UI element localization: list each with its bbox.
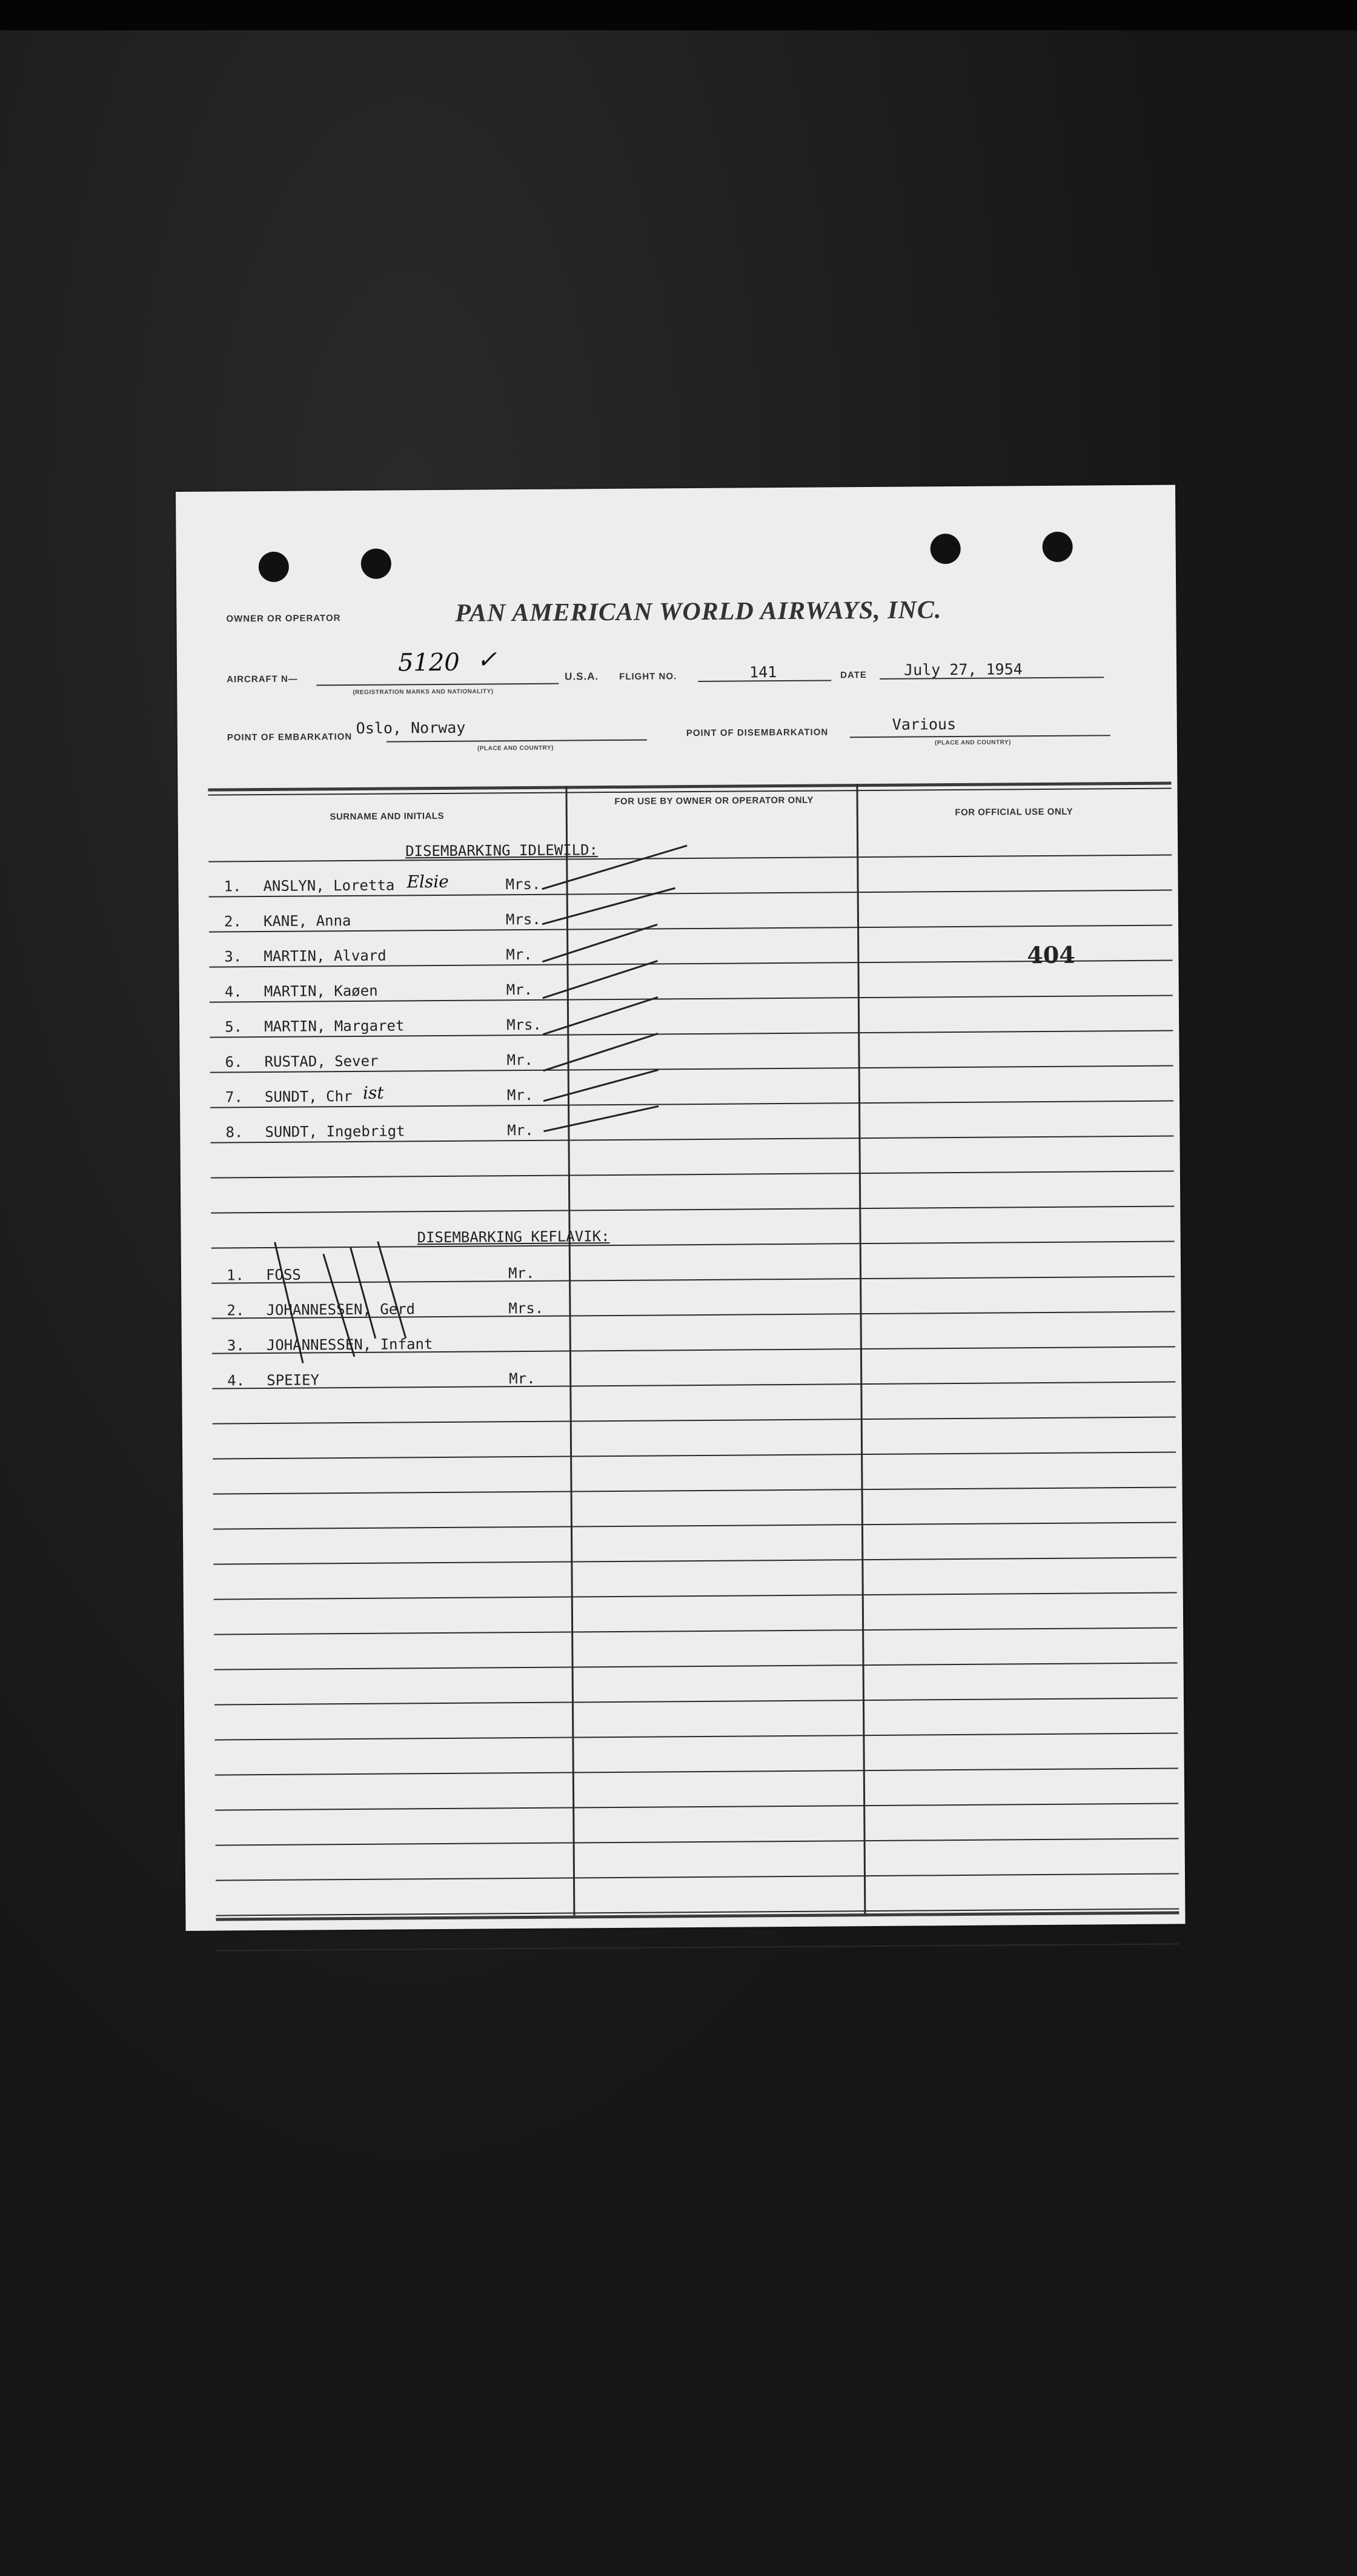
embarkation-label: POINT OF EMBARKATION bbox=[227, 731, 353, 743]
row-number: 4. bbox=[224, 983, 242, 1001]
table-top-rule bbox=[208, 782, 1171, 792]
ruled-line bbox=[211, 1241, 1175, 1249]
passenger-title: Mrs. bbox=[505, 910, 541, 929]
ruled-line bbox=[209, 925, 1172, 933]
ruled-line bbox=[213, 1557, 1176, 1565]
ruled-line bbox=[213, 1452, 1176, 1460]
handwritten-annotation: ist bbox=[362, 1082, 384, 1103]
disembarkation-place-note: (PLACE AND COUNTRY) bbox=[934, 739, 1011, 747]
row-number: 8. bbox=[225, 1124, 244, 1141]
embarkation-value: Oslo, Norway bbox=[356, 718, 466, 737]
aircraft-label: AIRCRAFT N— bbox=[227, 674, 298, 685]
embarkation-underline bbox=[387, 740, 647, 743]
column-divider bbox=[565, 786, 575, 1918]
scan-top-edge bbox=[0, 0, 1357, 30]
check-stroke bbox=[543, 1106, 659, 1131]
section-heading-keflavik: DISEMBARKING KEFLAVIK: bbox=[417, 1228, 610, 1247]
passenger-name: JOHANNESSEN, Infant bbox=[266, 1336, 433, 1354]
ruled-line bbox=[213, 1522, 1176, 1530]
ruled-line bbox=[211, 1276, 1175, 1284]
owner-use-column-header: FOR USE BY OWNER OR OPERATOR ONLY bbox=[614, 795, 814, 807]
passenger-name: MARTIN, Margaret bbox=[264, 1017, 405, 1036]
country-label: U.S.A. bbox=[565, 670, 599, 683]
passenger-name: ANSLYN, Loretta bbox=[263, 876, 395, 895]
passenger-title: Mr. bbox=[506, 1086, 534, 1104]
handwritten-annotation: Elsie bbox=[406, 871, 449, 892]
passenger-manifest-sheet bbox=[176, 485, 1186, 1930]
column-divider bbox=[856, 784, 866, 1916]
aircraft-underline bbox=[316, 683, 559, 686]
row-number: 3. bbox=[224, 948, 242, 965]
ruled-line bbox=[211, 1171, 1174, 1179]
row-number: 3. bbox=[227, 1337, 245, 1354]
section-heading-idlewild: DISEMBARKING IDLEWILD: bbox=[405, 841, 599, 860]
disembarkation-label: POINT OF DISEMBARKATION bbox=[686, 727, 829, 739]
flight-value: 141 bbox=[749, 663, 777, 681]
row-number: 6. bbox=[225, 1053, 243, 1071]
row-number: 1. bbox=[224, 878, 242, 895]
passenger-title: Mrs. bbox=[508, 1299, 544, 1317]
check-stroke bbox=[543, 1070, 659, 1101]
official-stamp-number: 404 bbox=[1027, 941, 1075, 969]
ruled-line bbox=[216, 1873, 1179, 1881]
ruled-line bbox=[210, 1101, 1173, 1108]
row-number: 5. bbox=[225, 1018, 243, 1036]
passenger-title: Mr. bbox=[508, 1264, 535, 1282]
disembarkation-underline bbox=[850, 735, 1110, 738]
passenger-title: Mr. bbox=[506, 981, 533, 999]
passenger-name: FOSS bbox=[265, 1266, 301, 1283]
passenger-name: JOHANNESSEN, Gerd bbox=[266, 1300, 416, 1319]
ruled-line bbox=[212, 1382, 1175, 1389]
check-stroke bbox=[543, 1033, 658, 1070]
ruled-line bbox=[213, 1417, 1176, 1425]
ruled-line bbox=[208, 855, 1172, 863]
pencil-check-marks bbox=[176, 485, 1186, 1930]
passenger-title: Mr. bbox=[507, 1121, 534, 1139]
passenger-name: SUNDT, Chr bbox=[264, 1087, 353, 1105]
ruled-line bbox=[214, 1733, 1178, 1741]
passenger-name: SUNDT, Ingebrigt bbox=[265, 1122, 405, 1141]
punch-hole bbox=[1042, 532, 1072, 562]
row-number: 7. bbox=[225, 1088, 243, 1106]
punch-hole bbox=[361, 549, 391, 579]
passenger-name: RUSTAD, Sever bbox=[264, 1052, 379, 1070]
ruled-line bbox=[215, 1803, 1178, 1810]
flight-label: FLIGHT NO. bbox=[619, 671, 677, 682]
date-value: July 27, 1954 bbox=[903, 660, 1023, 679]
passenger-title: Mr. bbox=[506, 1051, 534, 1069]
passenger-title: Mr. bbox=[509, 1369, 536, 1388]
ruled-line bbox=[214, 1592, 1177, 1600]
registration-note: (REGISTRATION MARKS AND NATIONALITY) bbox=[353, 688, 494, 696]
ruled-line bbox=[216, 1838, 1179, 1846]
ruled-line bbox=[214, 1627, 1177, 1635]
owner-label: OWNER OR OPERATOR bbox=[226, 613, 341, 624]
ruled-line bbox=[213, 1487, 1176, 1495]
check-stroke bbox=[351, 1248, 376, 1339]
date-label: DATE bbox=[840, 670, 867, 681]
check-stroke bbox=[542, 961, 657, 998]
aircraft-value: 5120 bbox=[397, 648, 460, 677]
passenger-title: Mrs. bbox=[505, 875, 541, 893]
punch-hole bbox=[259, 552, 289, 582]
passenger-name: KANE, Anna bbox=[263, 912, 351, 930]
row-number: 1. bbox=[226, 1266, 245, 1284]
check-mark-icon: ✓ bbox=[476, 646, 497, 674]
ruled-line bbox=[214, 1698, 1178, 1706]
punch-hole bbox=[931, 534, 961, 564]
disembarkation-value: Various bbox=[892, 715, 957, 733]
surname-column-header: SURNAME AND INITIALS bbox=[330, 810, 445, 823]
passenger-name: SPEIEY bbox=[267, 1371, 320, 1389]
official-use-column-header: FOR OFFICIAL USE ONLY bbox=[955, 806, 1073, 818]
row-number: 2. bbox=[227, 1302, 245, 1319]
passenger-name: MARTIN, Alvard bbox=[264, 947, 387, 965]
check-stroke bbox=[542, 924, 657, 961]
ruled-line bbox=[211, 1206, 1174, 1214]
passenger-title: Mrs. bbox=[506, 1016, 542, 1034]
check-stroke bbox=[543, 997, 658, 1034]
ruled-line bbox=[215, 1767, 1178, 1775]
passenger-name: MARTIN, Kaøen bbox=[264, 982, 378, 1001]
embarkation-place-note: (PLACE AND COUNTRY) bbox=[477, 744, 554, 752]
airline-name: PAN AMERICAN WORLD AIRWAYS, INC. bbox=[455, 596, 942, 627]
passenger-title: Mr. bbox=[506, 945, 533, 964]
row-number: 4. bbox=[227, 1372, 245, 1389]
row-number: 2. bbox=[224, 913, 242, 930]
check-stroke bbox=[378, 1241, 406, 1338]
ruled-line bbox=[214, 1663, 1178, 1670]
